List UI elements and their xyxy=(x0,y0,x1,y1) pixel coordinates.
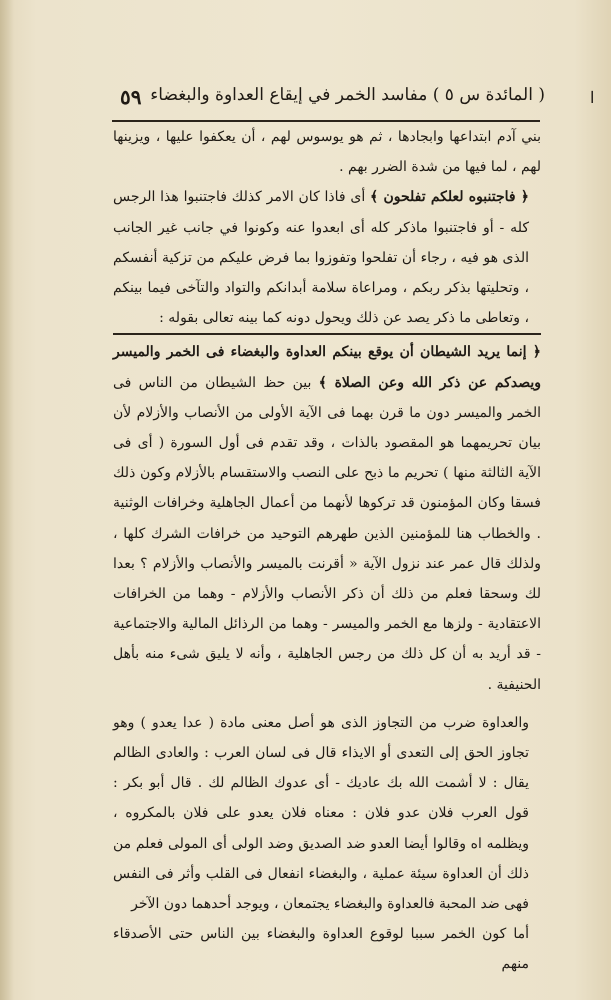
margin-mark: ا xyxy=(590,88,595,107)
quran-verse: ﴿ إنما يريد الشيطان أن يوقع بينكم العداوة والبغضاء فى الخمر والميسر ويصدكم عن ذكر الله وعن الصلاة ﴾ xyxy=(113,344,541,391)
paragraph-4 xyxy=(113,708,541,919)
paragraph-text: أى فاذا كان الامر كذلك فاجتنبوا هذا الرجس كله - أو فاجتنبوا ماذكر كله أى ابعدوا عنه وكونوا في جانب غير الجانب الذى هو فيه ، رجاء أن تفلحوا وتفوزوا بما فرض عليكم من تزكية أنفسكم ، وتحليتها بذكر ربكم ، ومراعاة سلامة أبدانكم والتواد والتآخى فيما بينكم ، وتعاطى ما ذكر يصد عن ذلك ويحول دونه كما بينه تعالى بقوله : xyxy=(113,189,529,327)
page-gutter-shadow xyxy=(0,0,14,1000)
paragraph-5 xyxy=(113,919,541,979)
page-number: ٥٩ xyxy=(120,85,142,109)
paragraph-3 xyxy=(113,333,541,699)
paragraph-text: بين حظ الشيطان من الناس فى الخمر والميسر دون ما قرن بهما فى الآية الأولى من الأنصاب والأزلام لأن بيان تحريمهما هو المقصود بالذات ، وقد تقدم فى أول السورة ( أى فى الآية الثالثة منها ) تحريم ما ذبح على النصب والاستقسام بالأزلام وكون ذلك فسقا وكان المؤمنون قد تركوها لأنهما من أعمال الجاهلية وخرافات الوثنية . والخطاب هنا للمؤمنين الذين طهرهم التوحيد من خرافات الشرك كلها ، ولذلك قال عمر عند نزول الآية « أقرنت بالميسر والأنصاب والأزلام ؟ بعدا لك وسحقا فعلم من ذلك أن ذكر الأنصاب والأزلام - وهما من الخرافات الاعتقادية - ولزها مع الخمر والميسر - وهما من الرذائل المالية والاجتماعية - قد أريد به أن كل ذلك من رجس الجاهلية ، وأنه لا يليق شىء منه بأهل الحنيفية . xyxy=(113,374,541,693)
paragraph-gap xyxy=(113,700,541,708)
paragraph-text: والعداوة ضرب من التجاوز الذى هو أصل معنى مادة ( عدا يعدو ) وهو تجاوز الحق إلى التعدى أو الايذاء قال فى لسان العرب : والعادى الظالم يقال : لا أشمت الله بك عاديك - أى عدوك الظالم لك . قال أبو بكر : قول العرب فلان عدو فلان : معناه فلان يعدو على فلان بالمكروه ، ويظلمه اه وقالوا أيضا العدو ضد الصديق وضد الولى أى المولى فعلم من ذلك أن العداوة سيئة عملية ، والبغضاء انفعال فى القلب وأثر فى النفس فهى ضد المحبة فالعداوة والبغضاء يجتمعان ، ويوجد أحدهما دون الآخر xyxy=(113,714,529,913)
page-header xyxy=(90,85,545,113)
paragraph-text: بني آدم ابتداعها وابجادها ، ثم هو يوسوس لهم ، أن يعكفوا عليها ، ويزينها لهم ، لما فيها من شدة الضرر بهم . xyxy=(113,129,541,176)
quran-verse: ﴿ فاجتنبوه لعلكم تفلحون ﴾ xyxy=(370,189,529,206)
paragraph-1 xyxy=(113,122,541,182)
paragraph-text: أما كون الخمر سببا لوقوع العداوة والبغضاء بين الناس حتى الأصدقاء منهم xyxy=(113,926,529,973)
page-body xyxy=(113,122,541,980)
running-title: ( المائدة س ٥ ) مفاسد الخمر في إيقاع العداوة والبغضاء xyxy=(150,85,545,105)
paragraph-2 xyxy=(113,182,541,333)
